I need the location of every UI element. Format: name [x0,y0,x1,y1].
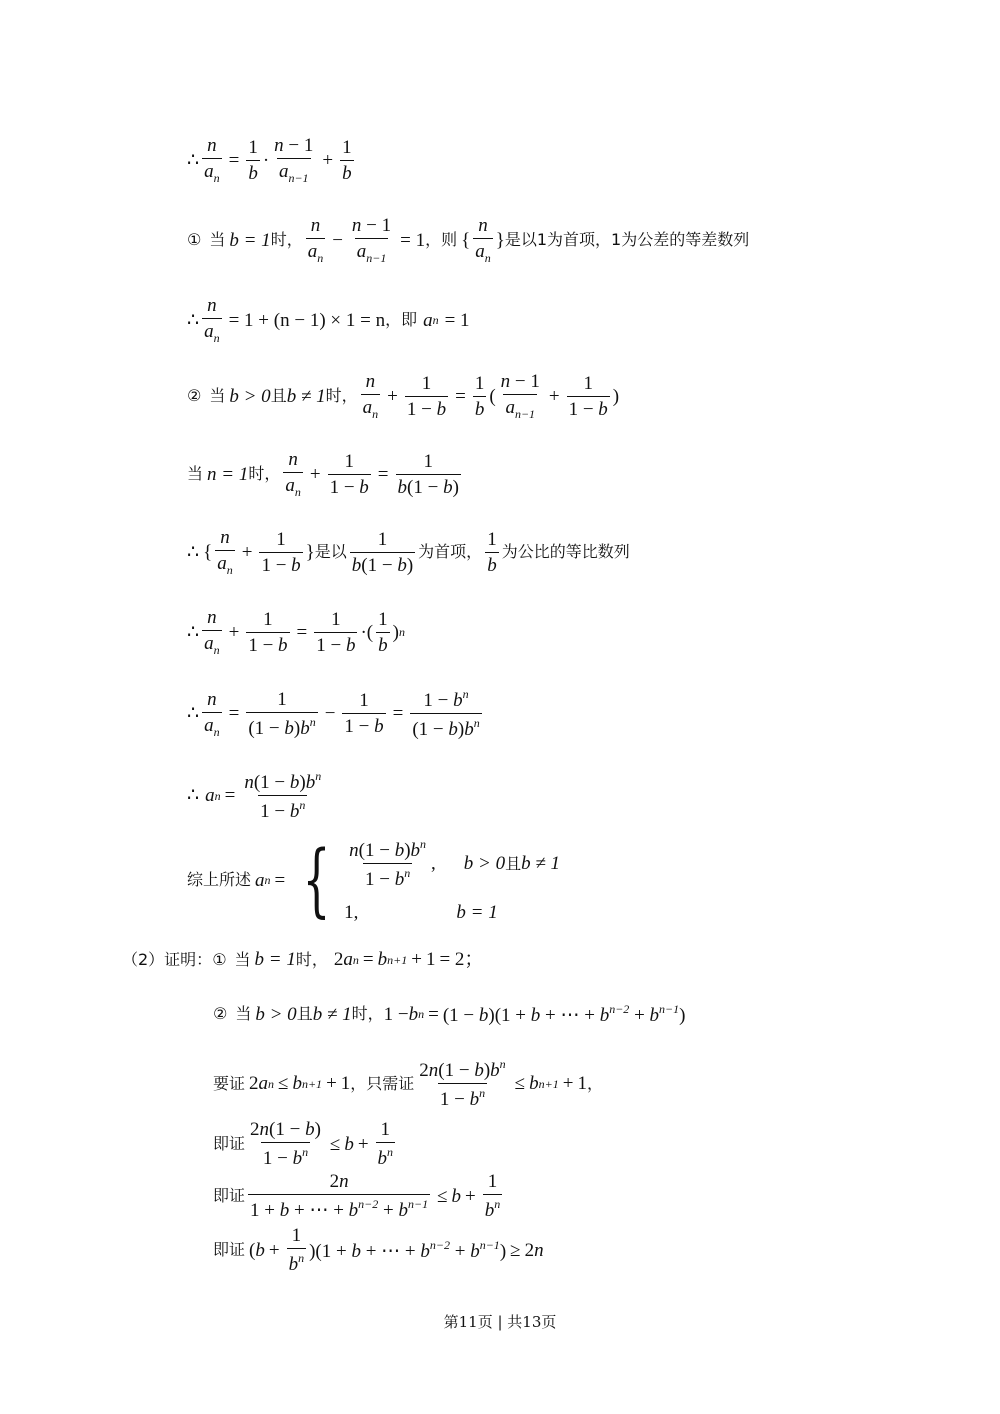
text-when: 当 [187,464,204,483]
text-shi: 时， [295,949,328,969]
fraction: $\frac{1}{b(1 - b)}$ [397,450,459,498]
fraction: $\frac{1}{b^n}$ [288,1225,305,1275]
case2-condition: b = 1 [456,902,498,923]
text-jizheng: 即证 [213,1134,246,1153]
fraction: $\frac{n}{a_n}$ [204,295,220,345]
text-qie: 且 [296,1004,313,1023]
equation-line-1: ∴ $\frac{n}{a_n}$ = $\frac{1}{b}$ · $\frac{n - 1}{a_{n-1}}$ + $\frac{1}{b}$ [187,135,352,185]
text-ji: ，即 [385,310,418,329]
case1-condition-b: b ≠ 1 [521,853,561,874]
text-summary: 综上所述 [187,870,252,889]
fraction: $\frac{1}{b^n}$ [377,1119,394,1169]
fraction: $\frac{n}{a_n}$ [285,449,301,499]
fraction: $\frac{1}{b(1 - b)}$ [351,528,414,576]
fraction: $\frac{n}{a_n}$ [362,371,379,421]
fraction: $\frac{1}{1 - b}$ [261,528,301,576]
fraction: $\frac{1}{1 - b}$ [248,608,288,656]
text-when: 当 [234,949,251,969]
condition: n = 1 [207,463,249,485]
case-label: ① [212,949,227,969]
text-qie: 且 [270,386,287,405]
case1-condition-a: b > 0 [463,853,506,874]
fraction: $\frac{n(1 - b)b^n}{1 - b^n}$ [244,769,322,822]
result: = 1 [444,309,470,331]
equation-line-4: ② 当 b > 0 且 b ≠ 1 时， $\frac{n}{a_n}$ + $\frac{1}{1 - b}$ = $\frac{1}{b}$ ( $\frac{n - 1}{a_{n-1}}$ + $\frac{1}{1 - b}$ ) [187,371,620,421]
fraction: $\frac{1}{b}$ [474,372,485,420]
condition: b = 1 [254,949,296,970]
fraction: $\frac{n - 1}{a_{n-1}}$ [500,371,540,421]
therefore-symbol: ∴ [187,785,200,806]
therefore-symbol: ∴ [187,541,200,563]
equation-line-12: ② 当 b > 0 且 b ≠ 1 时， 1 − b n = (1 − b)(1 + b + ⋯ + $b^{n-2} + b^{n-1}$) [213,1002,686,1026]
condition-1: b > 0 [255,1003,297,1025]
fraction: $\frac{1}{b}$ [487,528,497,576]
text-when: 当 [209,386,226,405]
equals-two: = 2； [439,949,484,970]
fraction: $\frac{1}{1 - b}$ [316,608,356,656]
condition: b = 1 [229,229,271,251]
fraction: $\frac{1}{1 - b}$ [329,450,369,498]
rhs: = 1 + (n − 1) × 1 = n [228,309,386,331]
text-shi: 时， [248,464,281,483]
equation-line-7: ∴ $\frac{n}{a_n}$ + $\frac{1}{1 - b}$ = $\frac{1}{1 - b}$ ·( $\frac{1}{b}$ ) n [187,607,405,657]
fraction: $\frac{n}{a_n}$ [204,688,220,739]
equation-line-15: 即证 $\frac{2n}{1 + b + \cdots + b^{n-2} + b^{n-1}}$ ≤ b + $\frac{1}{b^n}$ [213,1171,501,1221]
equation-line-14: 即证 $\frac{2n(1 - b)}{1 - b^n}$ ≤ b + $\frac{1}{b^n}$ [213,1119,394,1169]
fraction: $\frac{n}{a_n}$ [204,135,220,185]
text-when: 当 [209,230,226,249]
text-shiyi: 是以 [314,542,347,561]
fraction: $\frac{2n(1 - b)b^n}{1 - b^n}$ [419,1057,506,1110]
text-zhixu: ，只需证 [350,1073,415,1093]
equation-line-3: ∴ $\frac{n}{a_n}$ = 1 + (n − 1) × 1 = n ，即 a n = 1 [187,295,470,345]
fraction: $\frac{1}{1 - b}$ [344,690,384,737]
fraction: $\frac{1}{1 - b}$ [406,372,447,420]
equation-line-10: 综上所述 a n = { $\frac{n(1 - b)b^n}{1 - b^n}$ , b > 0 且 b ≠ 1 1, b = 1 [187,833,561,926]
case-label: ① [187,230,202,249]
text-jizheng: 即证 [213,1240,246,1259]
equation-line-11: （2）证明： ① 当 b = 1 时， 2 a n = b n+1 + 1 = 2； [122,949,484,970]
fraction: $\frac{n - 1}{a_{n-1}}$ [351,215,392,265]
fraction: $\frac{n}{a_n}$ [217,527,233,577]
equation-line-6: ∴ { $\frac{n}{a_n}$ + $\frac{1}{1 - b}$ } 是以 $\frac{1}{b(1 - b)}$ 为首项， $\frac{1}{b}$ 为公比的等比数列 [187,527,630,577]
equation-line-5: 当 n = 1 时， $\frac{n}{a_n}$ + $\frac{1}{1 - b}$ = $\frac{1}{b(1 - b)}$ [187,449,459,499]
equation-line-16: 即证 ( b + $\frac{1}{b^n}$ )(1 + b + ⋯ + $b^{n-2} + b^{n-1}$) ≥ 2n [213,1225,544,1275]
condition-2: b ≠ 1 [286,385,326,407]
equation-line-9: ∴ a n = $\frac{n(1 - b)b^n}{1 - b^n}$ [187,769,322,822]
text-when: 当 [235,1004,252,1023]
part-prefix: （2）证明： [122,949,213,969]
text-end: ， [586,1073,603,1093]
fraction: $\frac{n - 1}{a_{n-1}}$ [274,135,314,185]
text-shi: 时， [270,230,303,249]
page-footer: 第11页 | 共13页 [443,1313,557,1331]
fraction: $\frac{1}{b}$ [248,136,258,184]
left-brace: { [302,833,331,926]
description: 是以1为首项，1为公差的等差数列 [504,230,750,249]
therefore-symbol: ∴ [187,703,200,724]
text-shi: 时， [351,1004,384,1023]
text-gongbi: 为公比的等比数列 [501,542,630,561]
condition-1: b > 0 [229,385,271,407]
equation-line-8: ∴ $\frac{n}{a_n}$ = $\frac{1}{(1 - b)b^n}$ − $\frac{1}{1 - b}$ = $\frac{1 - b^n}{(1 - b)b^n}$ [187,687,480,740]
text-jizheng: 即证 [213,1186,246,1205]
equation-line-13: 要证 2 a n ≤ b n+1 + 1 ，只需证 $\frac{2n(1 - b)b^n}{1 - b^n}$ ≤ b n+1 + 1 ， [213,1057,603,1110]
fraction: $\frac{1}{1 - b}$ [568,372,608,420]
piecewise-cases: $\frac{n(1 - b)b^n}{1 - b^n}$ , b > 0 且 b ≠ 1 1, b = 1 [344,837,561,923]
fraction: $\frac{n(1 - b)b^n}{1 - b^n}$ [349,837,427,890]
fraction: $\frac{2n(1 - b)}{1 - b^n}$ [250,1119,321,1169]
text-qie: 且 [505,853,522,873]
fraction: $\frac{1}{b}$ [342,136,352,184]
case-label: ② [213,1004,228,1023]
fraction: $\frac{n}{a_n}$ [204,607,220,657]
fraction: $\frac{n}{a_n}$ [475,215,491,265]
case2-value: 1, [344,902,359,923]
text-yaozheng: 要证 [213,1073,246,1093]
text-shi: 时， [325,386,358,405]
fraction: $\frac{1}{(1 - b)b^n}$ [248,688,316,739]
equals-one: = 1 [400,229,426,251]
therefore-symbol: ∴ [187,149,200,171]
fraction: $\frac{n}{a_n}$ [307,215,324,265]
text-shouxiang: 为首项， [418,542,483,561]
fraction: $\frac{1}{b}$ [378,608,388,656]
equation-line-2: ① 当 b = 1 时， $\frac{n}{a_n}$ − $\frac{n - 1}{a_{n-1}}$ = 1 ，则 { $\frac{n}{a_n}$ } 是以1为首项，1为公差的等差数列 [187,215,750,265]
condition-2: b ≠ 1 [312,1003,352,1025]
fraction: $\frac{1 - b^n}{(1 - b)b^n}$ [412,687,480,740]
fraction: $\frac{2n}{1 + b + \cdots + b^{n-2} + b^{n-1}}$ [250,1171,429,1221]
therefore-symbol: ∴ [187,621,200,643]
text-ze: ，则 [425,230,458,249]
therefore-symbol: ∴ [187,309,200,331]
case-label: ② [187,386,202,405]
fraction: $\frac{1}{b^n}$ [484,1171,501,1221]
